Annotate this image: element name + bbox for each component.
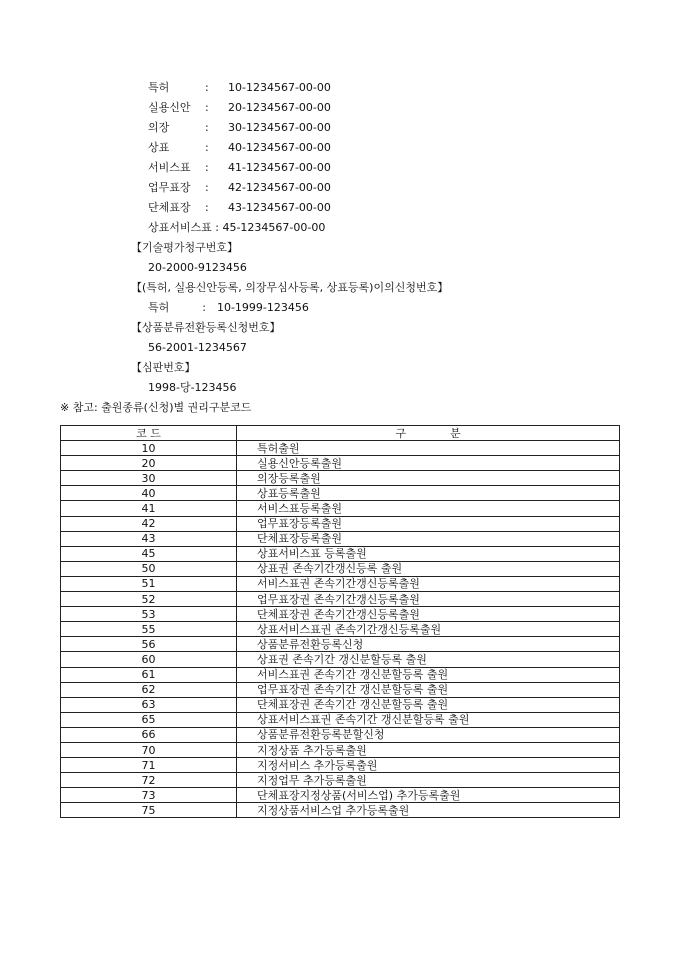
code-cell: 66 (61, 727, 237, 742)
right-type-label: 서비스표 (148, 161, 191, 174)
category-cell: 서비스표권 존속기간 갱신분할등록 출원 (237, 667, 620, 682)
code-cell: 51 (61, 576, 237, 591)
category-cell: 서비스표권 존속기간갱신등록출원 (237, 576, 620, 591)
category-cell: 지정상품 추가등록출원 (237, 742, 620, 757)
code-cell: 56 (61, 637, 237, 652)
number-example: 30-1234567-00-00 (228, 121, 331, 134)
code-cell: 53 (61, 607, 237, 622)
code-cell: 73 (61, 788, 237, 803)
category-cell: 의장등록출원 (237, 471, 620, 486)
table-row (61, 712, 620, 727)
number-format-line: 상표서비스표 : 45-1234567-00-00 (148, 221, 326, 234)
table-row (61, 501, 620, 516)
number-format-line (0, 160, 600, 176)
category-cell: 특허출원 (237, 441, 620, 456)
category-cell: 단체표장지정상품(서비스업) 추가등록출원 (237, 788, 620, 803)
code-cell: 55 (61, 622, 237, 637)
code-cell: 52 (61, 592, 237, 607)
category-cell: 단체표장권 존속기간갱신등록출원 (237, 607, 620, 622)
category-cell: 상표등록출원 (237, 486, 620, 501)
code-cell: 10 (61, 441, 237, 456)
table-header-row (61, 426, 620, 441)
number-format-line (0, 100, 600, 116)
category-cell: 상표권 존속기간 갱신분할등록 출원 (237, 652, 620, 667)
category-cell: 업무표장권 존속기간 갱신분할등록 출원 (237, 682, 620, 697)
code-cell: 75 (61, 803, 237, 818)
category-cell: 지정상품서비스업 추가등록출원 (237, 803, 620, 818)
section-heading: 【심판번호】 (131, 361, 196, 374)
table-row (61, 546, 620, 561)
right-code-table (60, 425, 620, 818)
table-row (61, 803, 620, 818)
number-example: 40-1234567-00-00 (228, 141, 331, 154)
table-row (61, 531, 620, 546)
section-heading: 【상품분류전환등록신청번호】 (131, 321, 281, 334)
table-row (61, 727, 620, 742)
code-cell: 65 (61, 712, 237, 727)
category-cell: 지정업무 추가등록출원 (237, 773, 620, 788)
table-row (61, 441, 620, 456)
colon: : (205, 141, 209, 154)
table-row (61, 697, 620, 712)
code-cell: 30 (61, 471, 237, 486)
section-value: 1998-당-123456 (148, 381, 237, 394)
colon: : (205, 121, 209, 134)
table-row (61, 516, 620, 531)
table-row (61, 652, 620, 667)
category-cell: 상표권 존속기간갱신등록 출원 (237, 561, 620, 576)
colon: : (205, 101, 209, 114)
category-cell: 지정서비스 추가등록출원 (237, 758, 620, 773)
right-type-label: 특허 (148, 81, 170, 94)
colon: : (205, 201, 209, 214)
table-row (61, 667, 620, 682)
category-cell: 단체표장권 존속기간 갱신분할등록 출원 (237, 697, 620, 712)
code-cell: 72 (61, 773, 237, 788)
number-format-line (0, 80, 600, 96)
category-cell: 실용신안등록출원 (237, 456, 620, 471)
colon: : (205, 181, 209, 194)
number-example: 20-1234567-00-00 (228, 101, 331, 114)
table-row (61, 742, 620, 757)
table-row (61, 576, 620, 591)
category-cell: 업무표장등록출원 (237, 516, 620, 531)
code-cell: 45 (61, 546, 237, 561)
category-cell: 상표서비스표권 존속기간갱신등록출원 (237, 622, 620, 637)
category-cell: 상표서비스표권 존속기간 갱신분할등록 출원 (237, 712, 620, 727)
section-value: 56-2001-1234567 (148, 341, 247, 354)
code-cell: 60 (61, 652, 237, 667)
number-format-line (0, 140, 600, 156)
right-type-label: 실용신안 (148, 101, 191, 114)
category-cell: 단체표장등록출원 (237, 531, 620, 546)
table-row (61, 486, 620, 501)
table-row (61, 773, 620, 788)
code-cell: 70 (61, 742, 237, 757)
code-cell: 40 (61, 486, 237, 501)
code-cell: 42 (61, 516, 237, 531)
number-format-line (0, 200, 600, 216)
code-cell: 50 (61, 561, 237, 576)
number-example: 10-1234567-00-00 (228, 81, 331, 94)
table-row (61, 607, 620, 622)
table-row (61, 682, 620, 697)
category-cell: 상품분류전환등록신청 (237, 637, 620, 652)
code-cell: 61 (61, 667, 237, 682)
code-cell: 63 (61, 697, 237, 712)
colon: : (205, 81, 209, 94)
number-format-line (0, 180, 600, 196)
table-row (61, 637, 620, 652)
table-row (61, 456, 620, 471)
header-code: 코 드 (61, 426, 237, 441)
code-cell: 20 (61, 456, 237, 471)
section-heading: 【(특허, 실용신안등록, 의장무심사등록, 상표등록)이의신청번호】 (131, 281, 449, 294)
reference-note: ※ 참고: 출원종류(신청)별 권리구분코드 (60, 401, 252, 414)
number-example: 43-1234567-00-00 (228, 201, 331, 214)
number-format-line (0, 120, 600, 136)
colon: : (205, 161, 209, 174)
category-cell: 업무표장권 존속기간갱신등록출원 (237, 592, 620, 607)
section-heading: 【기술평가청구번호】 (131, 241, 239, 254)
category-cell: 서비스표등록출원 (237, 501, 620, 516)
header-category: 구 분 (237, 426, 620, 441)
code-cell: 71 (61, 758, 237, 773)
category-cell: 상표서비스표 등록출원 (237, 546, 620, 561)
right-type-label: 의장 (148, 121, 170, 134)
code-cell: 43 (61, 531, 237, 546)
number-example: 42-1234567-00-00 (228, 181, 331, 194)
table-row (61, 471, 620, 486)
code-cell: 41 (61, 501, 237, 516)
right-type-label: 업무표장 (148, 181, 191, 194)
right-type-label: 상표 (148, 141, 170, 154)
table-row (61, 758, 620, 773)
section-value: 특허 : 10-1999-123456 (148, 301, 309, 314)
table-row (61, 622, 620, 637)
category-cell: 상품분류전환등록분할신청 (237, 727, 620, 742)
section-value: 20-2000-9123456 (148, 261, 247, 274)
table-row (61, 592, 620, 607)
right-type-label: 단체표장 (148, 201, 191, 214)
table-row (61, 561, 620, 576)
code-cell: 62 (61, 682, 237, 697)
table-row (61, 788, 620, 803)
number-example: 41-1234567-00-00 (228, 161, 331, 174)
